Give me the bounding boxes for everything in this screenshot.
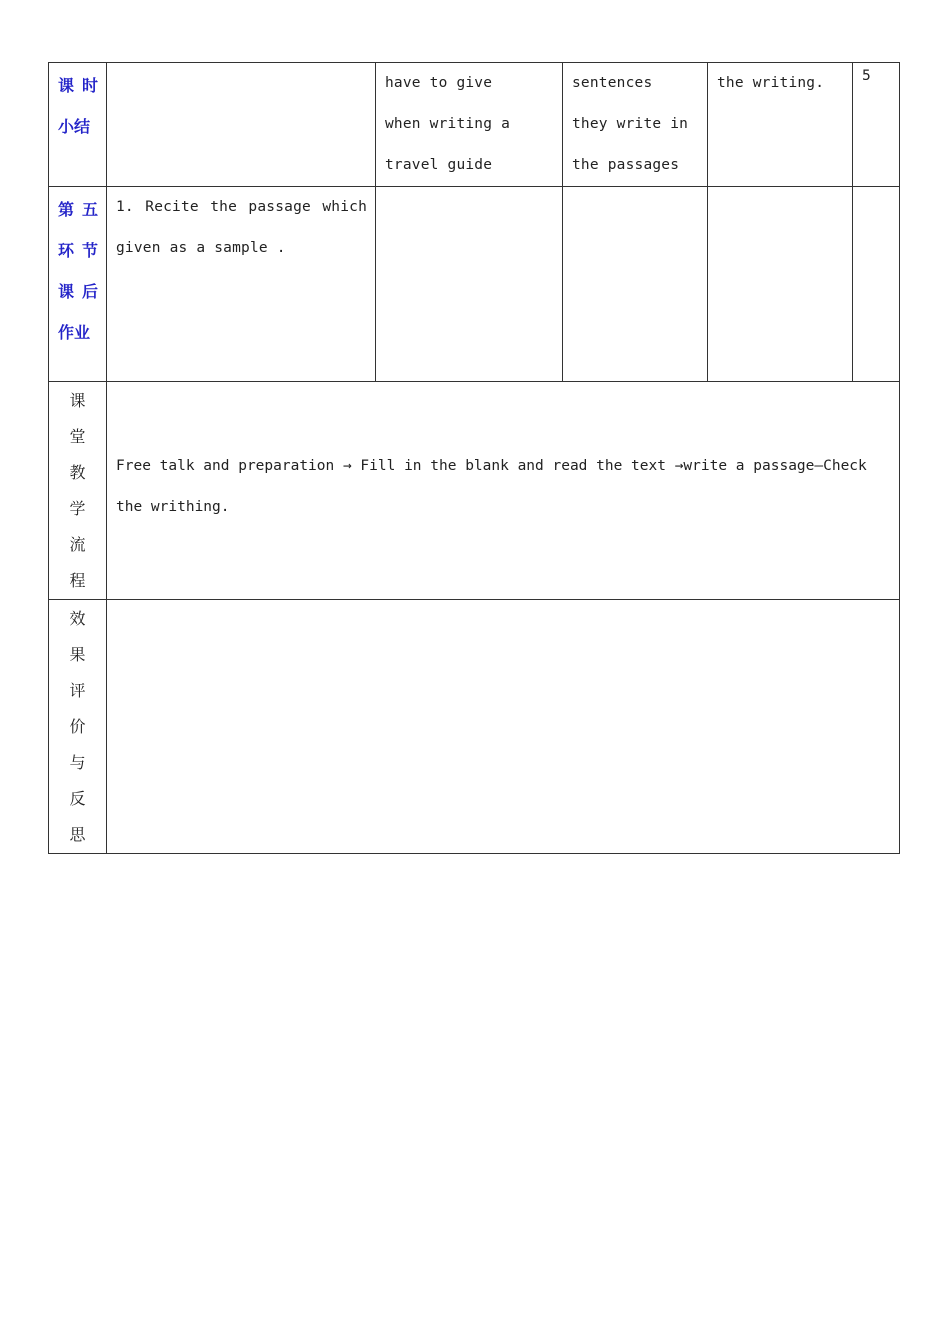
reflection-label-char: 思 [69,825,86,844]
homework-student-cell [563,187,708,382]
summary-label-line: 课 时 [58,76,98,95]
flow-label-cell [49,382,107,600]
reflection-label [49,600,106,853]
homework-purpose-cell [708,187,853,382]
summary-teacher-text: have to give when writing a travel guide [385,75,511,173]
reflection-label-char: 与 [69,753,86,772]
flow-label-char: 学 [69,499,86,518]
summary-label-line: 小结 [58,117,91,136]
summary-content-cell [107,63,376,187]
summary-student-cell [563,63,708,187]
homework-label-line: 作业 [58,323,91,342]
flow-label [49,382,106,599]
homework-label-cell [49,187,107,382]
reflection-label-char: 效 [69,609,86,628]
homework-row [49,187,900,382]
reflection-content-cell [107,600,900,854]
summary-row [49,63,900,187]
reflection-row [49,600,900,854]
reflection-label-char: 价 [69,717,86,736]
homework-time-cell [853,187,900,382]
summary-label [49,63,106,147]
reflection-label-cell [49,600,107,854]
flow-label-char: 课 [69,391,86,410]
flow-content-cell [107,382,900,600]
homework-teacher-cell [376,187,563,382]
summary-student-text: sentences they write in the passages [572,75,689,173]
flow-label-char: 流 [69,535,86,554]
homework-label-line: 课 后 [58,282,98,301]
flow-label-char: 教 [69,463,86,482]
summary-purpose-cell [708,63,853,187]
homework-content-cell [107,187,376,382]
reflection-label-char: 反 [69,789,86,808]
reflection-label-char: 评 [69,681,86,700]
flow-content-text: Free talk and preparation → Fill in the blank and read the text →write a passage—Check the writhing. [116,458,867,515]
homework-content-text: 1. Recite the passage which given as a sample . [116,199,367,256]
lesson-plan-table [48,62,900,854]
flow-label-char: 程 [69,571,86,590]
homework-label-line: 第 五 [58,200,98,219]
summary-time-text: 5 [862,68,871,84]
summary-purpose-text: the writing. [717,75,825,91]
summary-time-cell [853,63,900,187]
flow-label-char: 堂 [69,427,86,446]
flow-row [49,382,900,600]
homework-label-line: 环 节 [58,241,98,260]
summary-label-cell [49,63,107,187]
homework-label [49,187,106,353]
summary-teacher-cell [376,63,563,187]
reflection-label-char: 果 [69,645,86,664]
